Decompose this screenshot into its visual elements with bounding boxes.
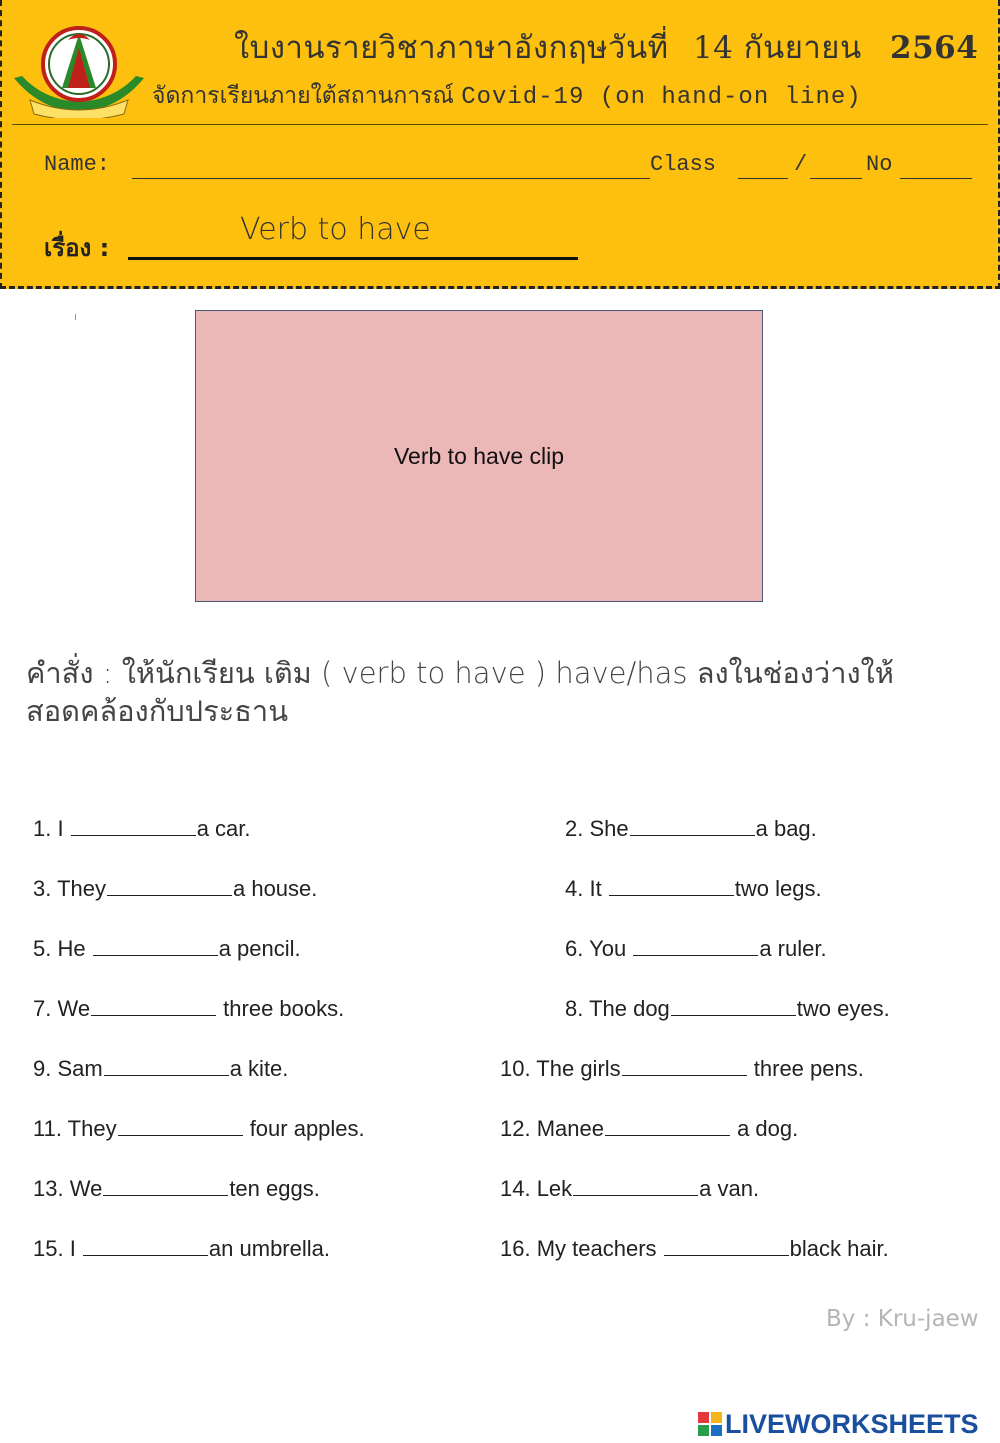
class-separator: /	[794, 152, 808, 177]
exercise-object: a house.	[232, 876, 318, 901]
title-day: 14	[692, 30, 734, 66]
exercise-item	[33, 996, 344, 1022]
topic-value: Verb to have	[240, 212, 431, 247]
subtitle-thai: จัดการเรียนภายใต้สถานการณ์	[152, 83, 454, 109]
exercise-subject: 9. Sam	[33, 1056, 103, 1081]
liveworksheets-brand[interactable]	[698, 1406, 979, 1442]
class-field[interactable]	[738, 178, 788, 179]
clip-label: Verb to have clip	[393, 442, 565, 469]
student-info-row	[44, 152, 974, 184]
exercise-item	[500, 1176, 759, 1202]
exercise-subject: 10. The girls	[500, 1056, 621, 1081]
exercise-item	[565, 936, 827, 962]
exercise-subject: 16. My teachers	[500, 1236, 663, 1261]
answer-blank[interactable]	[609, 877, 734, 896]
instruction-text: คำสั่ง : ให้นักเรียน เติม ( verb to have ) have/has ลงในช่องว่างให้สอดคล้องกับประธาน	[26, 656, 894, 728]
answer-blank[interactable]	[633, 937, 758, 956]
answer-blank[interactable]	[573, 1177, 698, 1196]
exercise-item	[500, 1056, 864, 1082]
exercise-object: a dog.	[730, 1116, 799, 1141]
author-credit: By : Kru-jaew	[826, 1306, 979, 1332]
answer-blank[interactable]	[103, 1177, 228, 1196]
exercise-item	[33, 936, 301, 962]
answer-blank[interactable]	[104, 1057, 229, 1076]
header-divider	[12, 124, 988, 125]
brand-text: LIVEWORKSHEETS	[725, 1408, 979, 1439]
school-logo	[10, 14, 148, 118]
topic-label: เรื่อง :	[44, 234, 110, 262]
no-label: No	[866, 152, 893, 177]
exercise-subject: 4. It	[565, 876, 608, 901]
answer-blank[interactable]	[118, 1117, 243, 1136]
exercise-object: a car.	[196, 816, 251, 841]
exercise-item	[33, 1176, 320, 1202]
answer-blank[interactable]	[605, 1117, 730, 1136]
exercise-object: a ruler.	[759, 936, 827, 961]
exercise-object: an umbrella.	[208, 1236, 330, 1261]
title-year: 2564	[890, 30, 979, 66]
name-field[interactable]	[132, 178, 650, 179]
exercise-item	[500, 1236, 889, 1262]
worksheet-subtitle	[152, 78, 862, 114]
exercise-object: two legs.	[734, 876, 822, 901]
video-clip-box[interactable]	[195, 310, 763, 602]
name-label: Name:	[44, 152, 111, 177]
exercise-subject: 12. Manee	[500, 1116, 604, 1141]
class-label: Class	[650, 152, 717, 177]
subtitle-covid: Covid-19 (on hand-on line)	[461, 84, 862, 111]
exercise-object: three books.	[217, 996, 345, 1021]
exercise-object: a kite.	[229, 1056, 289, 1081]
answer-blank[interactable]	[71, 817, 196, 836]
title-month: กันยายน	[743, 30, 862, 66]
exercise-item	[565, 816, 817, 842]
answer-blank[interactable]	[107, 877, 232, 896]
exercise-item	[500, 1116, 798, 1142]
exercise-item	[33, 1056, 288, 1082]
answer-blank[interactable]	[664, 1237, 789, 1256]
liveworksheets-logo-icon	[698, 1412, 722, 1436]
exercise-subject: 11. They	[33, 1116, 117, 1141]
title-text: ใบงานรายวิชาภาษาอังกฤษวันที่	[234, 30, 669, 66]
answer-blank[interactable]	[91, 997, 216, 1016]
answer-blank[interactable]	[630, 817, 755, 836]
exercise-item	[33, 876, 317, 902]
topic-underline	[128, 257, 578, 260]
stray-mark	[75, 314, 76, 320]
exercise-subject: 15. I	[33, 1236, 82, 1261]
answer-blank[interactable]	[83, 1237, 208, 1256]
exercise-object: a van.	[699, 1176, 760, 1201]
exercise-object: two eyes.	[796, 996, 890, 1021]
number-field[interactable]	[900, 178, 972, 179]
exercise-subject: 1. I	[33, 816, 70, 841]
exercise-subject: 8. The dog	[565, 996, 670, 1021]
exercise-subject: 7. We	[33, 996, 91, 1021]
exercise-object: four apples.	[243, 1116, 365, 1141]
exercise-subject: 2. She	[565, 816, 629, 841]
exercise-item	[565, 876, 822, 902]
answer-blank[interactable]	[671, 997, 796, 1016]
exercise-object: a bag.	[755, 816, 817, 841]
answer-blank[interactable]	[622, 1057, 747, 1076]
exercise-subject: 5. He	[33, 936, 92, 961]
room-field[interactable]	[810, 178, 862, 179]
exercise-object: ten eggs.	[229, 1176, 320, 1201]
exercise-subject: 14. Lek	[500, 1176, 573, 1201]
exercise-item	[33, 1236, 330, 1262]
worksheet-header	[0, 0, 1000, 289]
exercise-item	[33, 816, 251, 842]
exercise-item	[33, 1116, 365, 1142]
exercise-object: a pencil.	[218, 936, 301, 961]
exercise-subject: 13. We	[33, 1176, 103, 1201]
exercise-subject: 6. You	[565, 936, 633, 961]
worksheet-title	[234, 22, 978, 72]
exercise-item	[565, 996, 890, 1022]
exercise-object: black hair.	[789, 1236, 889, 1261]
answer-blank[interactable]	[93, 937, 218, 956]
exercise-object: three pens.	[747, 1056, 864, 1081]
exercise-subject: 3. They	[33, 876, 106, 901]
